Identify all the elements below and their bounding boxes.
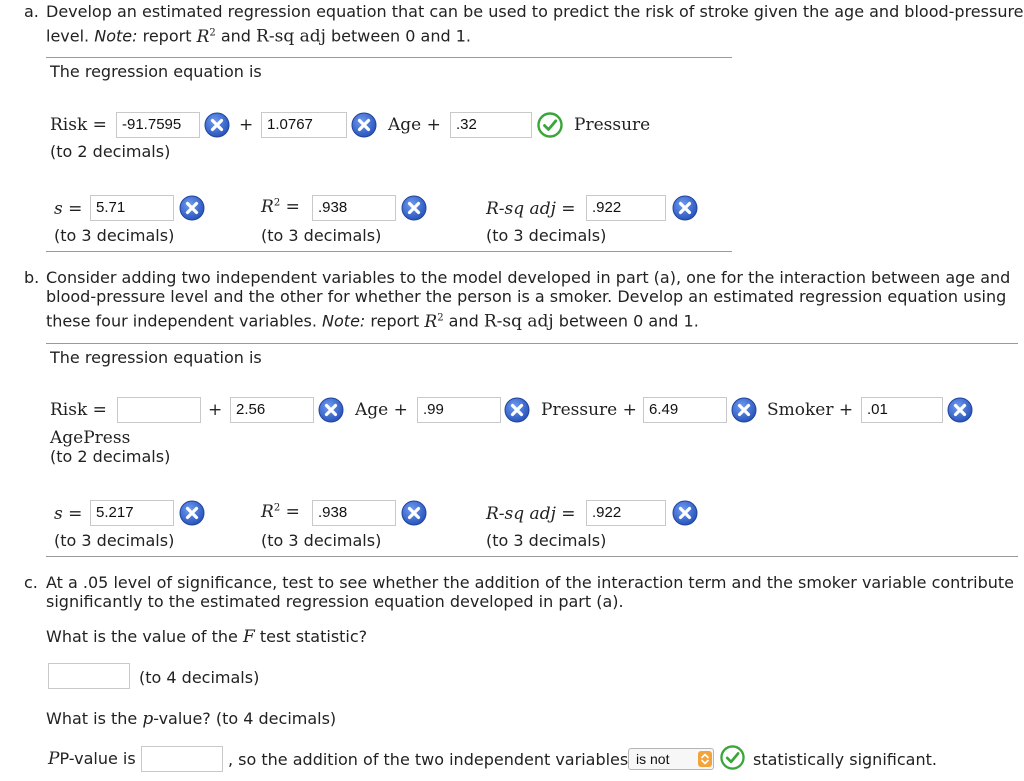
part-c-p-question: What is the p-value? (to 4 decimals) [46, 709, 337, 729]
part-b-r2-decimals: (to 3 decimals) [261, 531, 382, 550]
incorrect-x-icon [401, 500, 427, 526]
incorrect-x-icon [672, 195, 698, 221]
incorrect-x-icon [204, 112, 230, 138]
incorrect-x-icon [179, 195, 205, 221]
part-b-line3-text: these four independent variables. [46, 311, 317, 331]
part-a-report: report [142, 26, 192, 46]
part-a-question-line1: Develop an estimated regression equation that can be used to predict the risk of stroke given the age and blood-pressure [46, 2, 1024, 21]
part-b-r2-label: $R^2$ = [261, 502, 300, 522]
pvalue-label: PP-value is [48, 749, 136, 769]
part-b-s-decimals: (to 3 decimals) [54, 531, 175, 550]
part-c-significance-text: statistically significant. [753, 750, 937, 769]
f-statistic-input[interactable] [48, 663, 130, 689]
f-symbol: F [242, 627, 255, 647]
part-b-rsq-adj-symbol: R-sq adj [483, 311, 554, 332]
part-a-rsq-adj-input[interactable]: .922 [586, 195, 666, 221]
part-a-risk-label: Risk = [50, 115, 107, 135]
part-a-level-text: level. [46, 26, 90, 46]
significance-select-value: is not [636, 751, 670, 767]
part-a-pressure-label: Pressure [574, 115, 651, 135]
part-a-r2-decimals: (to 3 decimals) [261, 226, 382, 245]
part-b-between: between 0 and 1. [558, 311, 699, 331]
part-c-label: c. [24, 573, 38, 592]
part-b-risk-label: Risk = [50, 400, 107, 420]
part-c-line1: At a .05 level of significance, test to see whether the addition of the interaction term and the smoker variable contribute [46, 573, 1015, 592]
part-a-r2-symbol: $R^2$ [196, 26, 216, 47]
part-a-intercept-input[interactable]: -91.7595 [116, 112, 200, 138]
part-b-line3 [46, 308, 699, 332]
part-b-age-coef-input[interactable]: 2.56 [230, 397, 314, 423]
part-a-regression-header: The regression equation is [50, 62, 262, 81]
incorrect-x-icon [947, 397, 973, 423]
pvalue-input[interactable] [141, 746, 223, 772]
part-b-r2-input[interactable]: .938 [312, 500, 396, 526]
f-decimals-note: (to 4 decimals) [139, 668, 260, 687]
part-b-line1: Consider adding two independent variables to the model developed in part (a), one for the interaction between age and [46, 268, 1011, 287]
incorrect-x-icon [318, 397, 344, 423]
part-a-r2-input[interactable]: .938 [312, 195, 396, 221]
divider [46, 556, 1018, 557]
part-a-age-coef-input[interactable]: 1.0767 [261, 112, 347, 138]
part-b-pressure-plus: Pressure + [541, 400, 637, 420]
divider [46, 57, 732, 58]
part-a-rsq-adj-label: R-sq adj = [486, 199, 576, 219]
part-a-question-line2 [46, 23, 471, 47]
part-b-report: report [370, 311, 420, 331]
part-b-agepress-coef-input[interactable]: .01 [861, 397, 943, 423]
significance-select[interactable] [628, 748, 714, 770]
part-a-label: a. [24, 2, 39, 21]
part-b-decimals-note: (to 2 decimals) [50, 447, 171, 466]
incorrect-x-icon [672, 500, 698, 526]
part-a-s-input[interactable]: 5.71 [90, 195, 174, 221]
part-a-note: Note: [94, 26, 138, 46]
divider [46, 251, 732, 252]
part-b-r2-symbol: $R^2$ [424, 311, 444, 332]
incorrect-x-icon [401, 195, 427, 221]
part-a-decimals-note: (to 2 decimals) [50, 142, 171, 161]
part-b-and: and [448, 311, 479, 331]
part-b-s-input[interactable]: 5.217 [90, 500, 174, 526]
select-arrows-icon [698, 751, 712, 767]
part-b-note: Note: [322, 311, 366, 331]
part-b-intercept-input[interactable] [117, 397, 201, 423]
part-b-pressure-coef-input[interactable]: .99 [417, 397, 501, 423]
part-b-line2: blood-pressure level and the other for whether the person is a smoker. Develop an estimated regression equation using [46, 287, 1007, 306]
part-c-line2: significantly to the estimated regression equation developed in part (a). [46, 592, 624, 611]
part-a-pressure-coef-input[interactable]: .32 [450, 112, 532, 138]
part-a-rsq-adj-symbol: R-sq adj [256, 26, 326, 47]
part-a-age-plus: Age + [388, 115, 441, 135]
incorrect-x-icon [179, 500, 205, 526]
part-a-and: and [220, 26, 251, 46]
part-b-s-label: s = [54, 504, 83, 524]
part-b-smoker-plus: Smoker + [767, 400, 854, 420]
part-c-conclusion-text: , so the addition of the two independent variables [228, 750, 629, 769]
part-a-s-decimals: (to 3 decimals) [54, 226, 175, 245]
part-b-plus: + [208, 400, 223, 420]
part-b-regression-header: The regression equation is [50, 348, 262, 367]
correct-check-icon [720, 745, 745, 770]
part-b-rsq-adj-label: R-sq adj = [486, 504, 576, 524]
incorrect-x-icon [504, 397, 530, 423]
part-a-plus: + [239, 115, 254, 135]
incorrect-x-icon [351, 112, 377, 138]
part-b-rsq-adj-decimals: (to 3 decimals) [486, 531, 607, 550]
part-a-r2-label: $R^2$ = [261, 197, 300, 217]
p-symbol: p [142, 709, 154, 729]
part-a-rsq-adj-decimals: (to 3 decimals) [486, 226, 607, 245]
part-a-s-label: s = [54, 199, 83, 219]
part-b-age-plus: Age + [355, 400, 408, 420]
incorrect-x-icon [731, 397, 757, 423]
part-b-agepress-label: AgePress [50, 428, 131, 448]
part-c-f-question: What is the value of the F test statistic? [46, 627, 368, 647]
divider [46, 343, 1018, 344]
part-b-rsq-adj-input[interactable]: .922 [586, 500, 666, 526]
part-b-label: b. [24, 268, 40, 287]
part-a-between: between 0 and 1. [330, 26, 471, 46]
part-b-smoker-coef-input[interactable]: 6.49 [643, 397, 727, 423]
correct-check-icon [537, 112, 563, 138]
